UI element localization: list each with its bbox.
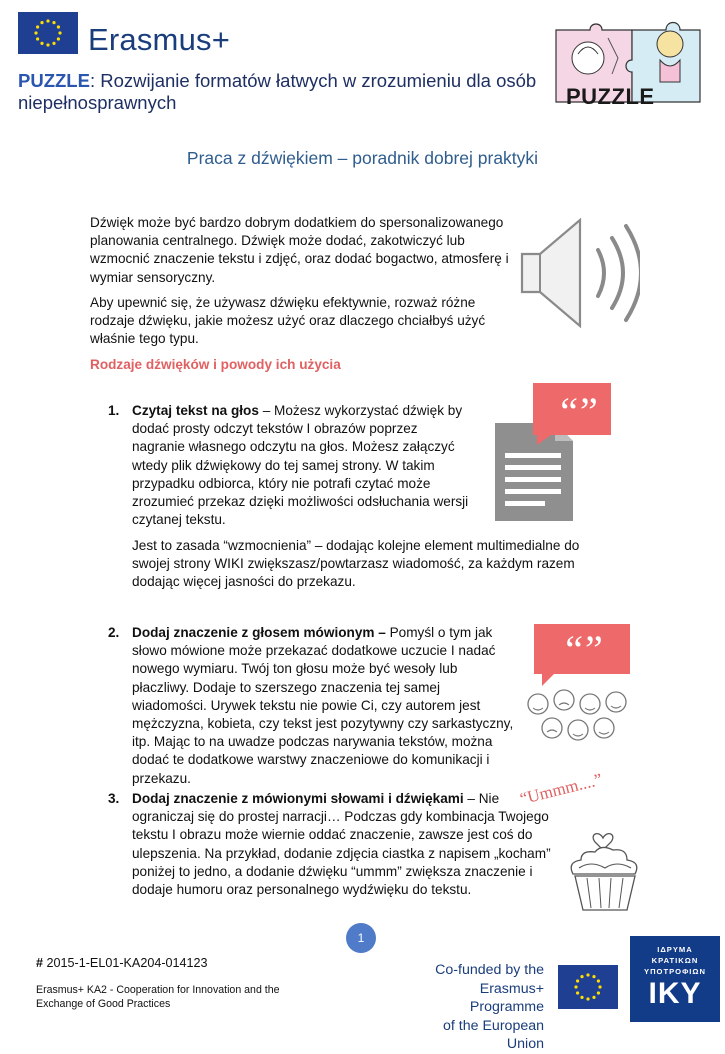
page-subtitle: Praca z dźwiękiem – poradnik dobrej praktyki: [186, 148, 539, 168]
eu-flag-icon: [18, 12, 78, 54]
cofunded-line-3: of the European Union: [443, 1017, 544, 1052]
project-code: [36, 956, 208, 970]
speaker-icon: [516, 214, 640, 332]
cofunded-text: [408, 961, 544, 1054]
cupcake-icon: [565, 818, 645, 914]
page-number-badge: 1: [346, 923, 376, 953]
list-item-body: [132, 624, 517, 788]
cofunded-line-1: Co-funded by the: [435, 962, 544, 978]
iky-greek-text: [630, 936, 720, 977]
reinforcement-note: Jest to zasada “wzmocnienia” – dodając kolejne element multimedialne do swojej strony WIKI zwiększasz/powtarzasz wiadomość, za każdym razem dodając więcej jasności do przekazu.: [132, 538, 580, 590]
iky-greek-line-1: ΙΔΡΥΜΑ: [657, 945, 693, 954]
project-code-hash: #: [36, 956, 44, 970]
iky-logo: [630, 936, 720, 1022]
section-heading: Rodzaje dźwięków i powody ich użycia: [90, 357, 341, 372]
title-rest: : Rozwijanie formatów łatwych w zrozumieniu dla osób niepełnosprawnych: [18, 70, 537, 113]
list-item-text: – Nie ograniczaj się do prostej narracji… Podczas gdy kombinacja Twojego tekstu I obrazu może wiernie oddać znaczenie, zawsze jest coś do ulepszenia. Na przykład, dodanie zdjęcia ciastka z napisem „kocham” poniżej to jedno, a dodanie dźwięku “ummm” zwiększa znaczenie i dodaje humoru oraz personalnego wydźwięku do tekstu.: [132, 791, 551, 898]
cofunded-line-2: Erasmus+ Programme: [469, 980, 544, 1015]
puzzle-logo-text: PUZZLE: [566, 84, 655, 109]
quote-mark-1: “”: [560, 389, 600, 434]
ummm-label: “Ummm....”: [518, 769, 605, 809]
list-item-text: Pomyśl o tym jak słowo mówione może przekazać dodatkowe uczucie I nadać nowego wymiaru. Twój ton głosu może być wesoły lub płaczliwy. Dodaje to szerszego znaczenia tej samej wiadomości. Urywek tekstu nie powie Ci, czy autorem jest mężczyzna, kobieta, czy tekst jest pozytywny czy sarkastyczny, itp. Mając to na uwadze podczas narywania tekstów, można dodać te dodatkowe warstwy znaczeniowe do komunikacji i przekazu.: [132, 625, 514, 786]
list-item-number: 2.: [108, 625, 120, 640]
list-item-body: [132, 790, 552, 899]
eu-flag-icon: [558, 965, 618, 1009]
list-item-bold: Czytaj tekst na głos: [132, 403, 259, 418]
project-code-value: 2015-1-EL01-KA204-014123: [43, 956, 208, 970]
intro-paragraph-1: Dźwięk może być bardzo dobrym dodatkiem do spersonalizowanego planowania centralnego. Dźwięk może dodać, zakotwiczyć lub wzmocnić znaczenie tekstu i zdjęć, oraz dodać bogactwo, atmosferę i wymiar sensoryczny.: [90, 215, 509, 285]
list-item-bold: Dodaj znaczenie z mówionymi słowami i dźwiękami: [132, 791, 464, 806]
iky-name: IKY: [648, 977, 702, 1010]
list-item-number: 3.: [108, 791, 120, 806]
erasmus-logo-text: Erasmus+: [88, 22, 231, 57]
document-title: [18, 70, 538, 114]
list-item-bold: Dodaj znaczenie z głosem mówionym –: [132, 625, 386, 640]
ka2-note: Erasmus+ KA2 - Cooperation for Innovation and the Exchange of Good Practices: [36, 984, 280, 1010]
iky-greek-line-2: ΚΡΑΤΙΚΩΝ: [651, 956, 699, 965]
list-item-text: – Możesz wykorzystać dźwięk by dodać prosty odczyt tekstów I obrazów poprzez nagranie własnego odczytu na głos. Możesz załączyć wtedy plik dźwiękowy do tej samej strony. W takim przypadku odbiorca, który nie potrafi czytać może zrozumieć przekaz dzięki możliwości odsłuchania wersji czytanej tekstu.: [132, 403, 469, 528]
list-item-body: [132, 402, 472, 529]
list-item-number: 1.: [108, 403, 120, 418]
intro-paragraph-2: Aby upewnić się, że używasz dźwięku efektywnie, rozważ różne rodzaje dźwięku, jakie możesz użyć oraz dlaczego chciałbyś użyć właśnie tego typu.: [90, 295, 486, 347]
quote-mark-2: “”: [565, 627, 605, 672]
title-prefix: PUZZLE: [18, 70, 90, 91]
iky-greek-line-3: ΥΠΟΤΡΟΦΙΩΝ: [644, 967, 706, 976]
